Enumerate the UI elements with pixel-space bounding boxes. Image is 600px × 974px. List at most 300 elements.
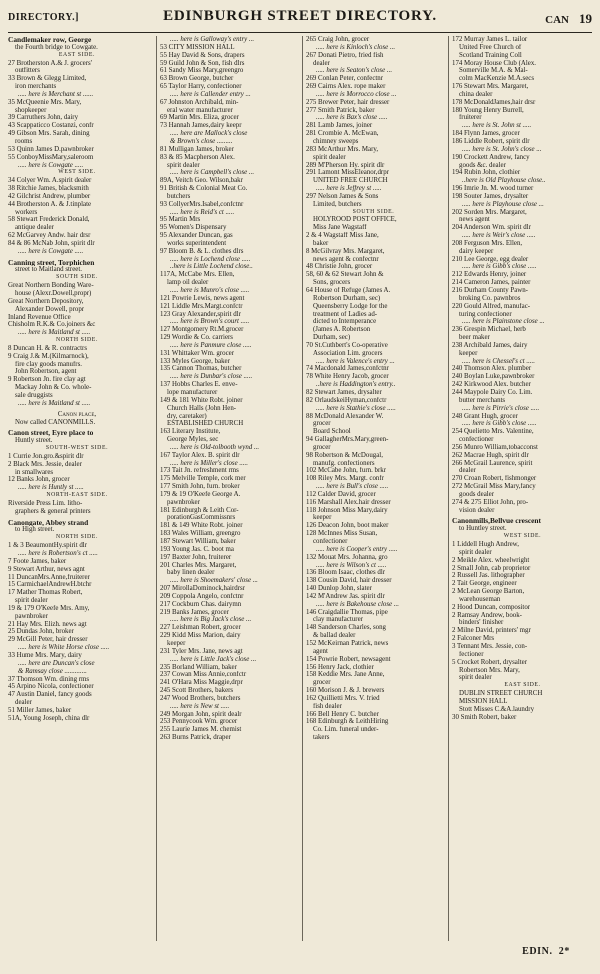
directory-entry: 186 Liddle Robert, spirit dlr: [452, 137, 530, 145]
directory-entry: 238 Archibald James, dairy: [452, 341, 528, 349]
cross-reference: ..... here is Galloway's entry ...: [170, 36, 255, 43]
directory-entry: 108 Riley Mrs. Margt. confr: [306, 475, 384, 483]
directory-entry: 214 Cameron James, painter: [452, 279, 531, 287]
directory-entry: 168 Edinburgh & LeithHiring: [306, 718, 389, 726]
side-heading: EAST SIDE.: [58, 51, 96, 58]
directory-entry: (James A. Robertson: [313, 326, 371, 334]
cross-reference: ..... here is Gibb's close .....: [462, 263, 537, 271]
directory-entry: 53 Quinn James D.pawnbroker: [8, 145, 94, 153]
directory-entry: pawnbroker: [15, 612, 48, 620]
directory-entry: warehouseman: [459, 595, 501, 603]
directory-entry: 84 & 86 McNab John, spirit dlr: [8, 239, 95, 247]
directory-entry: 201 Charles Mrs. Margaret,: [160, 561, 237, 569]
directory-entry: fish dealer: [313, 702, 342, 710]
directory-entry: keeper: [167, 639, 186, 647]
directory-entry: 266 McGrail Laurence, spirit: [452, 459, 533, 467]
directory-entry: 95 Martin Mrs: [160, 216, 201, 224]
directory-entry: 44 Brotherston A. & J.tinplate: [8, 200, 92, 208]
directory-entry: 132 Mouat Mrs. Johanna, gro: [306, 553, 388, 561]
directory-entry: Association Lim. grocers: [313, 349, 383, 357]
directory-entry: rooms: [15, 137, 33, 145]
side-heading: SOUTH SIDE.: [352, 208, 395, 215]
directory-entry: HOLYROOD POST OFFICE,: [313, 216, 397, 224]
directory-entry: street to Maitland street.: [15, 266, 82, 274]
side-heading: SOUTH-WEST SIDE.: [45, 445, 109, 452]
directory-entry: 2 McLean George Barton,: [452, 588, 525, 596]
directory-entry: 8 McGilvray Mrs. Margaret,: [306, 247, 385, 255]
directory-entry: 140 Dunlop John, slater: [306, 585, 372, 593]
directory-entry: 219 Banks James, grocer: [160, 608, 229, 616]
cross-reference: ..... here is Bakehouse close ...: [316, 600, 399, 608]
directory-entry: 9 Craig J.& M.(Kilmarnock),: [8, 352, 89, 360]
cross-reference: ..... here is Cooper's entry .....: [316, 545, 398, 553]
directory-entry: 2 Hood Duncan, compositor: [452, 603, 531, 611]
directory-entry: 19 & 179 O'Keefe Mrs. Amy,: [8, 604, 90, 612]
directory-entry: 248 Grant Hugh, grocer: [452, 412, 518, 420]
cross-reference: ..... here is Reid's ct .....: [170, 208, 235, 216]
cross-reference: ..... here are Mallock's close: [170, 130, 248, 138]
directory-entry: Canon place,: [57, 410, 97, 418]
directory-entry: Now called CANONMILLS.: [15, 418, 96, 426]
cross-reference: ..... here is Old-tolbooth wynd ...: [170, 443, 260, 451]
directory-entry: Limited, butchers: [313, 200, 362, 208]
directory-entry: 11 DuncanMrs.Anne,fruiterer: [8, 573, 90, 581]
directory-entry: 175 Melville Temple, cork mer: [160, 475, 246, 483]
street-heading: Canon street, Eyre place to: [8, 429, 94, 438]
directory-entry: Board School: [313, 428, 351, 436]
directory-entry: 240 Thomson Alex. plumber: [452, 365, 532, 373]
directory-entry: 2 Meikle Alex. wheelwright: [452, 556, 530, 564]
directory-entry: 204 Anderson Wm. spirit dlr: [452, 224, 531, 232]
directory-entry: butter merchants: [459, 396, 506, 404]
directory-entry: 102 McCabe John, furn. brkr: [306, 467, 386, 475]
directory-entry: 173 Tait Jn. refreshment rms: [160, 467, 239, 475]
directory-entry: spirit dealer: [313, 153, 346, 161]
page-header: [8, 6, 592, 33]
directory-entry: 33 Hume Mrs. Mary, dairy: [8, 651, 82, 659]
page-footer: [370, 946, 570, 957]
cross-reference: ..... here is Jeffrey st .....: [316, 185, 382, 193]
street-heading: Candlemaker row, George: [8, 36, 92, 44]
directory-entry: baby linen dealer: [167, 569, 215, 577]
directory-entry: 281 Lamb James, joiner: [306, 122, 373, 130]
directory-entry: 133 Myles George, baker: [160, 357, 230, 365]
directory-entry: Miss Jane Wagstaff: [313, 224, 367, 232]
directory-entry: Inland Revenue Office: [8, 313, 71, 321]
directory-entry: 30 Smith Robert, baker: [452, 713, 517, 721]
directory-entry: shopkeeper: [15, 106, 47, 114]
street-heading: Canning street, Torphichen: [8, 258, 95, 267]
directory-entry: 193 Young Jas. C. boot ma: [160, 545, 234, 553]
cross-reference: ..... here is Lochend close .....: [170, 255, 251, 263]
directory-entry: 149 & 181 White Robt. joiner: [160, 396, 243, 404]
directory-entry: eral water manufacturer: [167, 106, 233, 114]
directory-entry: 227 Leishman Robert, grocer: [160, 624, 241, 632]
directory-entry: 167 Taylor Alex. B. spirit dlr: [160, 451, 240, 459]
directory-label: DIRECTORY.]: [8, 12, 79, 23]
directory-entry: 137 Hobbs Charles E. enve-: [160, 381, 238, 389]
directory-entry: 2 Black Mrs. Jessie, dealer: [8, 460, 82, 468]
directory-entry: 121 Liddle Mrs.Margt.confctr: [160, 302, 243, 310]
directory-entry: 262 Macrae Hugh, spirit dlr: [452, 451, 529, 459]
directory-entry: the Fourth bridge to Cowgate.: [15, 43, 98, 51]
directory-entry: 82 Stewart James, drysalter: [306, 388, 382, 396]
directory-entry: 89A, Veitch Geo. Wilson,bakr: [160, 177, 243, 185]
directory-entry: 197 Baxter John, fruiterer: [160, 553, 232, 561]
directory-entry: 128 McInnes Miss Susan,: [306, 530, 378, 538]
cross-reference: ..... here is Cowgate .....: [18, 161, 84, 169]
directory-entry: 142 M'Andrew Jas. spirit dlr: [306, 592, 385, 600]
directory-entry: 78 White Henry Jacob, grocer: [306, 373, 389, 381]
directory-entry: United Free Church of: [459, 43, 522, 51]
directory-entry: in smallwares: [15, 468, 54, 476]
directory-entry: 180 Young Henry Burrell,: [452, 106, 524, 114]
directory-entry: Stott Misses C.&A.laundry: [459, 705, 535, 713]
directory-entry: 27 Brotherston A.& J. grocers': [8, 59, 92, 67]
directory-entry: 83 & 85 Macpherson Alex.: [160, 153, 235, 161]
directory-entry: 255 Laurie James M. chemist: [160, 726, 242, 734]
directory-entry: 158 Keddie Mrs. Jane Anne,: [306, 671, 385, 679]
directory-entry: 58, 60 & 62 Stewart John &: [306, 271, 384, 279]
directory-entry: 48 Christie John, grocer: [306, 263, 373, 271]
directory-entry: 254 Quelietto Mrs. Valentine,: [452, 428, 534, 436]
side-heading: NORTH SIDE.: [56, 534, 98, 541]
directory-entry: spirit dealer: [459, 548, 492, 556]
directory-entry: John Robertson, agent: [15, 368, 77, 376]
directory-entry: 7 Foote James, baker: [8, 557, 67, 565]
side-heading: WEST SIDE.: [58, 169, 96, 176]
cross-reference: ..... here is Brown's court .....: [170, 318, 250, 326]
directory-entry: Riverside Press Lim. litho-: [8, 499, 83, 507]
directory-entry: 82 OrlaudskeiHyman,confctr: [306, 396, 387, 404]
directory-entry: 172 Murray James L. tailor: [452, 36, 528, 43]
directory-entry: 51A, Young Joseph, china dlr: [8, 714, 90, 722]
cross-reference: ..... here is Playhouse close ...: [462, 200, 544, 208]
directory-entry: 2 Falconer Mrs: [452, 635, 495, 643]
directory-entry: workers: [15, 208, 38, 216]
directory-entry: 67 Johnston Archibald, min-: [160, 98, 239, 106]
directory-entry: 220 Gould Alfred, manufac-: [452, 302, 531, 310]
directory-entry: works superintendent: [167, 239, 227, 247]
directory-entry: 181 & 149 White Robt. joiner: [160, 522, 243, 530]
directory-entry: 275 Brewer Peter, hair dresser: [306, 98, 390, 106]
cross-reference: ..... here is Miller's close .....: [170, 459, 248, 467]
directory-entry: 53 CITY MISSION HALL: [160, 43, 235, 51]
directory-entry: Huntly street.: [15, 437, 53, 445]
directory-entry: 236 Grespin Michael, herb: [452, 326, 526, 334]
column-1: [8, 36, 146, 941]
directory-entry: confectioner: [459, 436, 494, 444]
cross-reference: ..... here is St. John st .....: [462, 122, 532, 130]
directory-entry: 5 Crocket Robert, drysalter: [452, 658, 528, 666]
directory-entry: 97 Bloom B. & L. clothes dlrs: [160, 247, 244, 255]
directory-entry: 265 Craig John, grocer: [306, 36, 370, 43]
directory-entry: 177 Smith John, furn. broker: [160, 483, 240, 491]
cross-reference: ..... here is St. John's close ...: [462, 145, 542, 153]
directory-entry: 269 Conlan Peter, confectnr: [306, 75, 384, 83]
directory-entry: 95 Alexander Duncan, gas: [160, 232, 233, 240]
directory-entry: manufg. confectioners: [313, 459, 375, 467]
directory-entry: 21 Hay Mrs. Elizh. news agt: [8, 620, 87, 628]
cross-reference: ..... here are Duncan's close: [18, 659, 95, 667]
page-number: 19: [579, 11, 592, 26]
cross-reference: ..... here is Chessel's ct .....: [462, 357, 535, 365]
directory-entry: Queensberry Lodge for the: [313, 302, 388, 310]
directory-entry: 209 Coppola Angelo, confctnr: [160, 592, 244, 600]
directory-entry: dealer: [313, 59, 330, 67]
cross-reference: ..... here is Pirrie's close .....: [462, 404, 540, 412]
directory-entry: goods &c. dealer: [459, 161, 506, 169]
directory-entry: iron merchants: [15, 83, 57, 91]
cross-reference: ..... here is Bull's close .....: [316, 483, 389, 491]
directory-entry: chimney sweeps: [313, 137, 359, 145]
directory-entry: porationGasCommissnrs: [167, 514, 236, 522]
directory-entry: 181 Edinburgh & Leith Cor-: [160, 506, 239, 514]
directory-entry: to Huntley street.: [459, 525, 507, 533]
directory-entry: 194 Rubin John, clothier: [452, 169, 521, 177]
directory-entry: 55 Hay David & Sons, drapers: [160, 51, 245, 59]
directory-entry: 51 Miller James, baker: [8, 706, 72, 714]
directory-entry: 297 Nelson James & Sons: [306, 192, 379, 200]
cross-reference: ..... here is Cowgate .....: [18, 247, 84, 255]
directory-entry: butchers: [167, 192, 191, 200]
directory-entry: to High street.: [15, 526, 55, 534]
directory-entry: Robertson Mrs. Mary,: [459, 666, 520, 674]
directory-entry: spirit dealer: [167, 161, 200, 169]
directory-entry: 156 Henry Jack, clothier: [306, 663, 374, 671]
directory-entry: 98 Robertson & McDougal,: [306, 451, 383, 459]
directory-entry: UNITED FREE CHURCH: [313, 177, 388, 185]
directory-entry: 166 Bell Henry C. butcher: [306, 710, 379, 718]
cross-reference: ..... here is Munro's close .....: [170, 287, 250, 294]
directory-entry: 237 Cowan Miss Annie,confctr: [160, 671, 247, 679]
directory-entry: 33 Brown & Glegg Limited,: [8, 75, 87, 83]
cross-reference: ..... here is Dunbar's close .....: [170, 373, 253, 381]
directory-entry: 163 Literary Institute,: [160, 428, 221, 436]
directory-entry: 55 ConboyMissMary,saleroom: [8, 153, 94, 161]
directory-entry: 183 Wales William, greengro: [160, 530, 241, 538]
cross-reference: ..... here is Merchant st ......: [18, 90, 94, 98]
directory-entry: spirit dealer: [15, 597, 48, 605]
directory-entry: fire clay goods manufrs.: [15, 360, 82, 368]
directory-entry: 9 Stewart Arthur, news agnt: [8, 565, 85, 573]
directory-entry: keeper: [313, 514, 332, 522]
directory-entry: 64 House of Refuge (James A.: [306, 287, 391, 294]
directory-entry: 1 & 3 BeaumontHy.spirit dlr: [8, 542, 87, 550]
directory-entry: turing confectioner: [459, 310, 512, 318]
directory-entry: fruiterer: [459, 114, 482, 122]
column-3: [302, 36, 441, 941]
street-heading: Canongate, Abbey strand: [8, 518, 89, 527]
cross-reference: ..here is Haddington's entry..: [316, 381, 396, 389]
cross-reference: ..... here is Gibb's close .....: [462, 420, 537, 428]
directory-entry: goods dealer: [459, 490, 495, 498]
directory-entry: Great Northern Depository,: [8, 297, 84, 305]
cross-reference: ..... here is Morrocco close ...: [316, 90, 397, 98]
directory-entry: 136 Bloom Isaac, clothes dlr: [306, 569, 386, 577]
directory-entry: 229 Kidd Miss Marion, dairy: [160, 632, 241, 640]
directory-entry: grocer: [313, 420, 331, 428]
directory-entry: 190 Crockett Andrew, fancy: [452, 153, 530, 161]
side-heading: NORTH-EAST SIDE.: [46, 492, 108, 499]
directory-entry: 253 Pennycook Wm. grocer: [160, 718, 238, 726]
cross-reference: ..... here is Huntly st .....: [18, 484, 84, 492]
cross-reference: ..... here is Wilson's ct .....: [316, 561, 387, 569]
column-2: [156, 36, 295, 941]
directory-entry: 174 Moray House Club (Alex.: [452, 59, 537, 67]
directory-entry: 91 British & Colonial Meat Co.: [160, 185, 248, 193]
directory-entry: outfitters: [15, 67, 40, 75]
directory-entry: 277 Smith Patrick, baker: [306, 106, 375, 114]
directory-entry: DUBLIN STREET CHURCH: [459, 690, 543, 698]
street-heading: Canonmills,Bellvue crescent: [452, 517, 541, 526]
directory-entry: 184 Flynn James, grocer: [452, 130, 520, 138]
directory-entry: graphers & general printers: [15, 507, 91, 515]
directory-entry: 210 Lee George, egg dealer: [452, 255, 529, 263]
directory-entry: beer maker: [459, 334, 490, 342]
directory-entry: binders' finisher: [459, 619, 504, 627]
directory-entry: 81 Mulligan James, broker: [160, 145, 234, 153]
directory-entry: 131 Whittaker Wm. grocer: [160, 349, 234, 357]
cross-reference: & Brown's close .........: [170, 137, 233, 145]
directory-entry: china dealer: [459, 90, 493, 98]
directory-entry: 61 Sandy Miss Mary,greengro: [160, 67, 244, 75]
directory-entry: 281 Crombie A. McEwan,: [306, 130, 379, 138]
directory-entry: 117A, McCabe Mrs. Ellen,: [160, 271, 235, 279]
signature-mark: EDIN.: [522, 946, 553, 957]
page-title: EDINBURGH STREET DIRECTORY.: [163, 8, 437, 24]
directory-entry: 25 Dundas John, broker: [8, 628, 74, 636]
directory-entry: lope manufacturer: [167, 388, 218, 396]
cross-reference: ..... here is New st .....: [170, 702, 230, 710]
directory-entry: pawnbroker: [167, 498, 200, 506]
directory-entry: 37 Thomson Wm. dining rms: [8, 675, 90, 683]
cross-reference: ..... here is Kinloch's close ...: [316, 43, 396, 51]
directory-entry: 2 Milne David, printers' mgr: [452, 627, 531, 635]
directory-entry: 94 GallagherMrs.Mary,green-: [306, 436, 389, 444]
directory-entry: 2 Tait George, engineer: [452, 580, 517, 588]
directory-entry: 289 M'Pherson Hy. spirit dlr: [306, 161, 385, 169]
directory-entry: 198 Souter James, drysalter: [452, 192, 529, 200]
running-head-word: CAN: [545, 14, 569, 26]
directory-entry: 240 Boylan Luke,pawnbroker: [452, 373, 535, 381]
directory-entry: 47 Austin Daniel, fancy goods: [8, 691, 92, 699]
cross-reference: ..... here is Bax's close .....: [316, 114, 388, 122]
directory-entry: ESTABLISHED CHURCH: [167, 420, 244, 428]
cross-reference: & Ramsay close .............: [18, 667, 87, 675]
directory-entry: 138 Cousin David, hair dresser: [306, 577, 392, 585]
cross-reference: ..... here is Robertson's ct .....: [18, 550, 98, 557]
directory-entry: 202 Sorden Mrs. Margaret,: [452, 208, 527, 216]
directory-entry: 35 McQueenie Mrs. Mary,: [8, 98, 82, 106]
directory-entry: colm MacKenzie M.A.secs: [459, 75, 535, 83]
directory-entry: 126 Deacon John, boot maker: [306, 522, 389, 530]
directory-entry: 2 & 4 Wagstaff Miss Jane,: [306, 232, 379, 240]
cross-reference: ..... here is Little Jack's close ...: [170, 655, 257, 663]
directory-entry: 263 Burns Patrick, draper: [160, 734, 231, 742]
directory-entry: vision dealer: [459, 506, 495, 514]
directory-entry: 38 Ritchie James, blacksmith: [8, 185, 89, 193]
directory-entry: 291 Lamont MissEleanor,drpr: [306, 169, 389, 177]
side-heading: EAST SIDE.: [504, 682, 541, 689]
directory-entry: 208 Ferguson Mrs. Ellen,: [452, 239, 523, 247]
running-head: [545, 11, 592, 27]
directory-entry: 152 McKeirnan Patrick, news: [306, 639, 389, 647]
side-heading: NORTH SIDE.: [56, 337, 98, 344]
cross-reference: ..... here is Maitland st .....: [18, 399, 91, 407]
directory-entry: Somerville M.A. & Mal-: [459, 67, 528, 75]
directory-entry: 2 Ramsay Andrew, book-: [452, 611, 522, 619]
directory-entry: 2 Russell Jas. lithographer: [452, 572, 525, 580]
directory-entry: 95 Women's Dispensary: [160, 224, 227, 232]
directory-entry: Church Halls (John Hen-: [167, 404, 237, 412]
directory-entry: 148 Sanderson Charles, song: [306, 624, 386, 632]
directory-entry: news agent: [459, 216, 490, 224]
directory-entry: 274 & 275 Elliot John, pro-: [452, 498, 529, 506]
directory-entry: Mackay John & Co. whole-: [15, 384, 92, 392]
directory-entry: 212 Edwards Henry, joiner: [452, 271, 527, 279]
directory-entry: 187 Stewart William, baker: [160, 538, 236, 545]
directory-entry: 283 McArthur Mrs. Mary,: [306, 145, 379, 153]
directory-entry: 9 Robertson Jn. fire clay agt: [8, 376, 86, 384]
directory-entry: Chisholm R.K.& Co.joiners &c: [8, 321, 96, 329]
cross-reference: ..... here is Plainstone close ...: [462, 318, 545, 326]
directory-entry: 160 Morison J. & J. brewers: [306, 687, 385, 695]
directory-entry: 15 CarmichaelAndrewH.btchr: [8, 581, 92, 589]
directory-entry: treatment of Ladies ad-: [313, 310, 378, 318]
directory-entry: 196 Imrie Jn. M. wood turner: [452, 185, 534, 193]
directory-entry: 146 Craigdallie Thomas, pipe: [306, 608, 388, 616]
directory-entry: 8 Duncan H. & R. contractrs: [8, 344, 88, 352]
directory-entry: 45 Arpino Nicola, confectioner: [8, 683, 94, 691]
directory-entry: 216 Durham County Pawn-: [452, 287, 528, 294]
directory-entry: 42 Gilchrist Andrew, plumber: [8, 192, 91, 200]
directory-entry: house (Alexr.Dowell,propr): [15, 290, 92, 297]
directory-entry: baker: [313, 239, 329, 247]
directory-entry: Robertson Durham, sec): [313, 294, 381, 302]
directory-entry: 65 Taylor Harry, confectioner: [160, 83, 242, 91]
directory-entry: 217 Cockburn Chas. dairymn: [160, 600, 242, 608]
directory-entry: 249 Morgan John, spirit dealr: [160, 710, 242, 718]
directory-entry: 207 MirollaDominock,hairdrsr: [160, 585, 245, 593]
directory-entry: 39 Carruthers John, dairy: [8, 114, 79, 122]
directory-entry: 269 Cairns Alex. rope maker: [306, 83, 386, 91]
directory-entry: broking Co. pawnbros: [459, 294, 521, 302]
directory-entry: 267 Donati Pietro, fried fish: [306, 51, 384, 59]
directory-entry: 235 Borland William, baker: [160, 663, 237, 671]
cross-reference: ..... here is Callender entry ...: [170, 90, 251, 98]
directory-entry: 112 Calder David, grocer: [306, 490, 376, 498]
directory-entry: 176 Stewart Mrs. Margaret,: [452, 83, 529, 91]
directory-entry: grocer: [313, 679, 331, 687]
cross-reference: ..... here is Maitland st .....: [18, 329, 91, 337]
directory-entry: 73 Hannah James,dairy keepr: [160, 122, 242, 130]
side-heading: WEST SIDE.: [503, 533, 542, 540]
directory-entry: 179 & 19 O'Keefe George A.: [160, 490, 241, 498]
directory-entry: Alexander Dowell, propr: [15, 305, 85, 313]
directory-entry: 127 Montgomery Rt.M.grocer: [160, 326, 244, 334]
directory-entry: dairy keeper: [459, 247, 494, 255]
cross-reference: ..... here is Campbell's close ...: [170, 169, 255, 177]
directory-entry: sale druggists: [15, 391, 53, 399]
directory-entry: 116 Marshall Alex.hair dresser: [306, 498, 391, 506]
cross-reference: ..... here is Weir's close .....: [462, 232, 536, 240]
directory-entry: 118 Johnson Miss Mary,dairy: [306, 506, 388, 514]
directory-entry: 231 Tyler Mrs. Jane, news agt: [160, 647, 243, 655]
directory-entry: agent: [313, 647, 328, 655]
directory-entry: Co. Lim. funeral under-: [313, 726, 379, 734]
cross-reference: ..... here is Big Jack's close ...: [170, 616, 252, 624]
